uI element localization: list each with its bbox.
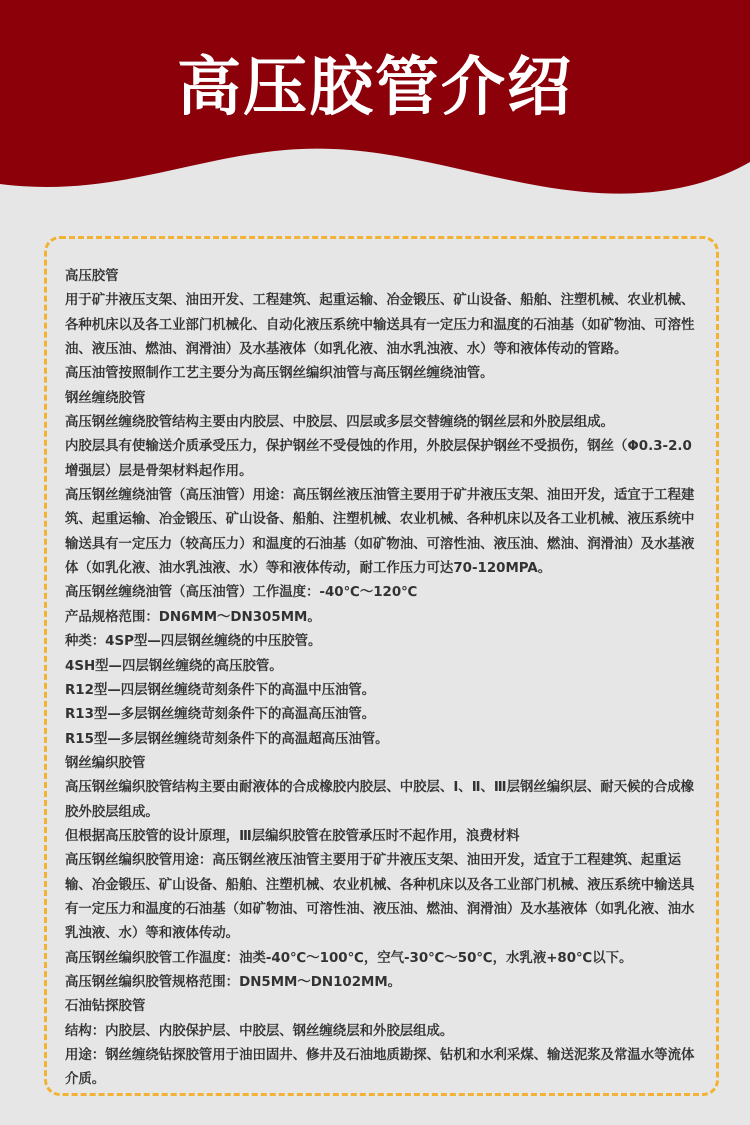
paragraph: 种类：4SP型—四层钢丝缠绕的中压胶管。 [65,634,322,650]
paragraph: 高压钢丝缠绕油管（高压油管）用途：高压钢丝液压油管主要用于矿井液压支架、油田开发，适宜于工程建筑、起重运输、冶金锻压、矿山设备、船舶、注塑机械、农业机械、各种机床以及各工业机械、液压系统中输送具有一定压力（较高压力）和温度的石油基（如矿物油、可溶性油、液压油、燃油、润滑油）及水基液体（如乳化液、油水乳浊液、水）等和液体传动，耐工作压力可达70-120MPA。 [65,488,695,577]
paragraph: 产品规格范围：DN6MM～DN305MM。 [65,609,321,625]
paragraph: 但根据高压胶管的设计原理，Ⅲ层编织胶管在胶管承压时不起作用，浪费材料 [65,828,520,844]
section-heading: 钢丝缠绕胶管 [65,390,146,406]
section-heading: 高压胶管 [65,269,119,284]
paragraph: 用于矿井液压支架、油田开发、工程建筑、起重运输、冶金锻压、矿山设备、船舶、注塑机械、农业机械、各种机床以及各工业部门机械化、自动化液压系统中输送具有一定压力和温度的石油基（如矿物油、可溶性油、液压油、燃油、润滑油）及水基液体（如乳化液、油水乳浊液、水）等和液体传动的管路。 [65,293,695,358]
header-banner [0,0,750,240]
paragraph: 4SH型—四层钢丝缠绕的高压胶管。 [65,658,283,674]
paragraph: 高压钢丝缠绕胶管结构主要由内胶层、中胶层、四层或多层交替缠绕的钢丝层和外胶层组成。 [65,415,615,431]
section-heading: 石油钻探胶管 [65,999,146,1015]
paragraph: 结构：内胶层、内胶保护层、中胶层、钢丝缠绕层和外胶层组成。 [65,1023,454,1039]
paragraph: 用途：钢丝缠绕钻探胶管用于油田固井、修井及石油地质勘探、钻机和水利采煤、输送泥浆及常温水等流体介质。 [65,1048,695,1088]
section-heading: 钢丝编织胶管 [65,755,146,771]
paragraph: 内胶层具有使输送介质承受压力，保护钢丝不受侵蚀的作用，外胶层保护钢丝不受损伤，钢丝（Φ0.3-2.0增强层）层是骨架材料起作用。 [65,439,692,479]
paragraph: 高压钢丝编织胶管工作温度：油类-40℃～100℃，空气-30℃～50℃，水乳液+80℃以下。 [65,950,633,966]
page-title: 高压胶管介绍 [177,51,573,125]
content-panel [44,236,719,1096]
paragraph: 高压钢丝缠绕油管（高压油管）工作温度：-40℃～120℃ [65,585,418,601]
paragraph: R13型—多层钢丝缠绕苛刻条件下的高温高压油管。 [65,707,376,723]
paragraph: 高压钢丝编织胶管规格范围：DN5MM～DN102MM。 [65,974,402,990]
paragraph: 高压钢丝编织胶管结构主要由耐液体的合成橡胶内胶层、中胶层、Ⅰ、Ⅱ、Ⅲ层钢丝编织层、耐天候的合成橡胶外胶层组成。 [65,780,695,820]
paragraph: R12型—四层钢丝缠绕苛刻条件下的高温中压油管。 [65,682,376,698]
paragraph: 高压油管按照制作工艺主要分为高压钢丝编织油管与高压钢丝缠绕油管。 [65,366,494,382]
content-text [65,265,701,1093]
paragraph: 高压钢丝编织胶管用途：高压钢丝液压油管主要用于矿井液压支架、油田开发，适宜于工程建筑、起重运输、冶金锻压、矿山设备、船舶、注塑机械、农业机械、各种机床以及各工业部门机械、液压系统中输送具有一定压力和温度的石油基（如矿物油、可溶性油、液压油、燃油、润滑油）及水基液体（如乳化液、油水乳浊液、水）等和液体传动。 [65,853,695,942]
paragraph: R15型—多层钢丝缠绕苛刻条件下的高温超高压油管。 [65,731,389,747]
